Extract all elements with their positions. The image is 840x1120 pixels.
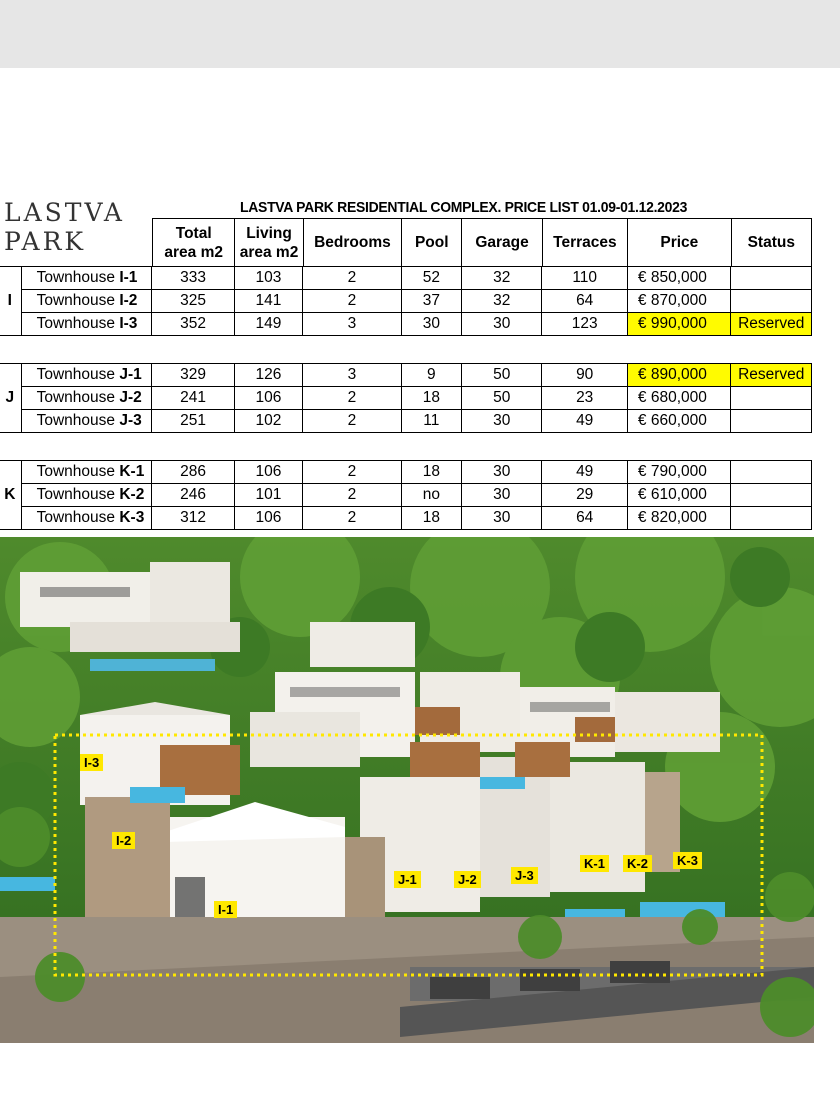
- photo-label-k1: K-1: [580, 855, 609, 872]
- cell-garage: 30: [462, 507, 542, 530]
- cell-total: 241: [152, 387, 234, 410]
- cell-bedrooms: 3: [303, 364, 402, 387]
- cell-living: 106: [234, 387, 302, 410]
- cell-status: [731, 290, 812, 313]
- group-label: I: [0, 267, 21, 336]
- cell-price: € 990,000: [627, 313, 731, 336]
- cell-total: 352: [152, 313, 234, 336]
- cell-pool: 18: [401, 461, 461, 484]
- price-table-header: [152, 218, 812, 267]
- townhouse-prefix: Townhouse: [36, 389, 120, 406]
- cell-price: € 660,000: [627, 410, 731, 433]
- cell-terraces: 64: [542, 507, 627, 530]
- cell-garage: 30: [462, 461, 542, 484]
- cell-living: 141: [234, 290, 302, 313]
- header-status: Status: [731, 219, 811, 267]
- townhouse-code: K-1: [119, 463, 145, 480]
- cell-garage: 50: [462, 387, 542, 410]
- cell-garage: 30: [462, 313, 542, 336]
- cell-living: 106: [234, 507, 302, 530]
- townhouse-prefix: Townhouse: [36, 486, 120, 503]
- townhouse-code: I-3: [119, 315, 138, 332]
- cell-bedrooms: 2: [303, 461, 402, 484]
- logo-line-2: PARK: [4, 227, 87, 256]
- complex-rendering-image: [0, 537, 814, 1043]
- cell-garage: 32: [462, 267, 542, 290]
- cell-price: € 890,000: [627, 364, 731, 387]
- rendering-illustration: [0, 537, 814, 1043]
- group-i-table: [0, 266, 812, 336]
- cell-price: € 850,000: [627, 267, 731, 290]
- cell-total: 251: [152, 410, 234, 433]
- cell-pool: 30: [401, 313, 461, 336]
- photo-label-j2: J-2: [454, 871, 481, 888]
- cell-pool: no: [401, 484, 461, 507]
- table-row: [0, 364, 812, 387]
- cell-pool: 11: [401, 410, 461, 433]
- table-row: [0, 387, 812, 410]
- cell-status: [731, 507, 812, 530]
- cell-pool: 18: [401, 507, 461, 530]
- cell-terraces: 64: [542, 290, 627, 313]
- cell-pool: 37: [401, 290, 461, 313]
- cell-price: € 790,000: [627, 461, 731, 484]
- cell-total: 333: [152, 267, 234, 290]
- townhouse-name: [21, 290, 152, 313]
- table-row: [0, 267, 812, 290]
- cell-status: Reserved: [731, 364, 812, 387]
- cell-garage: 50: [462, 364, 542, 387]
- townhouse-prefix: Townhouse: [36, 292, 120, 309]
- cell-terraces: 49: [542, 410, 627, 433]
- table-row: [0, 410, 812, 433]
- photo-label-i2: I-2: [112, 832, 135, 849]
- lastva-park-logo: [4, 198, 125, 256]
- cell-bedrooms: 2: [303, 387, 402, 410]
- cell-status: [731, 267, 812, 290]
- townhouse-name: [21, 364, 152, 387]
- cell-pool: 9: [401, 364, 461, 387]
- cell-total: 312: [152, 507, 234, 530]
- cell-terraces: 90: [542, 364, 627, 387]
- cell-price: € 870,000: [627, 290, 731, 313]
- header-pool: Pool: [402, 219, 462, 267]
- cell-status: [731, 387, 812, 410]
- photo-label-k3: K-3: [673, 852, 702, 869]
- cell-status: [731, 484, 812, 507]
- table-row: [0, 507, 812, 530]
- table-row: [0, 290, 812, 313]
- header-garage: Garage: [462, 219, 542, 267]
- cell-living: 102: [234, 410, 302, 433]
- cell-terraces: 29: [542, 484, 627, 507]
- cell-bedrooms: 2: [303, 507, 402, 530]
- townhouse-code: J-1: [119, 366, 142, 383]
- table-row: [0, 484, 812, 507]
- townhouse-code: I-1: [119, 269, 138, 286]
- cell-total: 325: [152, 290, 234, 313]
- photo-label-i3: I-3: [80, 754, 103, 771]
- townhouse-prefix: Townhouse: [36, 509, 120, 526]
- townhouse-prefix: Townhouse: [36, 412, 120, 429]
- townhouse-prefix: Townhouse: [36, 315, 120, 332]
- townhouse-name: [21, 461, 152, 484]
- cell-living: 126: [234, 364, 302, 387]
- cell-total: 246: [152, 484, 234, 507]
- townhouse-name: [21, 267, 152, 290]
- cell-total: 329: [152, 364, 234, 387]
- cell-terraces: 110: [542, 267, 627, 290]
- table-row: [0, 461, 812, 484]
- cell-living: 106: [234, 461, 302, 484]
- photo-label-j3: J-3: [511, 867, 538, 884]
- group-label: K: [0, 461, 21, 530]
- townhouse-name: [21, 387, 152, 410]
- cell-terraces: 123: [542, 313, 627, 336]
- group-label: J: [0, 364, 21, 433]
- townhouse-name: [21, 313, 152, 336]
- townhouse-prefix: Townhouse: [36, 463, 120, 480]
- cell-price: € 680,000: [627, 387, 731, 410]
- cell-terraces: 49: [542, 461, 627, 484]
- townhouse-code: K-2: [119, 486, 145, 503]
- cell-price: € 820,000: [627, 507, 731, 530]
- cell-pool: 18: [401, 387, 461, 410]
- townhouse-code: J-3: [119, 412, 142, 429]
- townhouse-prefix: Townhouse: [36, 269, 120, 286]
- cell-terraces: 23: [542, 387, 627, 410]
- townhouse-code: I-2: [119, 292, 138, 309]
- header-bedrooms: Bedrooms: [303, 219, 401, 267]
- cell-bedrooms: 2: [303, 484, 402, 507]
- cell-garage: 30: [462, 484, 542, 507]
- townhouse-code: J-2: [119, 389, 142, 406]
- table-row: [0, 313, 812, 336]
- header-price: Price: [628, 219, 731, 267]
- cell-status: Reserved: [731, 313, 812, 336]
- cell-bedrooms: 3: [303, 313, 402, 336]
- cell-price: € 610,000: [627, 484, 731, 507]
- cell-living: 149: [234, 313, 302, 336]
- townhouse-prefix: Townhouse: [36, 366, 120, 383]
- cell-bedrooms: 2: [303, 410, 402, 433]
- townhouse-name: [21, 410, 152, 433]
- cell-status: [731, 461, 812, 484]
- group-j-table: [0, 363, 812, 433]
- photo-label-k2: K-2: [623, 855, 652, 872]
- price-list-title: LASTVA PARK RESIDENTIAL COMPLEX. PRICE LIST 01.09-01.12.2023: [240, 199, 688, 216]
- browser-top-bar: [0, 0, 840, 68]
- cell-living: 101: [234, 484, 302, 507]
- cell-living: 103: [234, 267, 302, 290]
- cell-pool: 52: [401, 267, 461, 290]
- group-k-table: [0, 460, 812, 530]
- header-terraces: Terraces: [542, 219, 627, 267]
- townhouse-code: K-3: [119, 509, 145, 526]
- cell-bedrooms: 2: [303, 290, 402, 313]
- header-living-area: Living area m2: [235, 219, 303, 267]
- photo-label-j1: J-1: [394, 871, 421, 888]
- header-total-area: Total area m2: [153, 219, 235, 267]
- cell-garage: 30: [462, 410, 542, 433]
- logo-line-1: LASTVA: [4, 198, 125, 227]
- cell-bedrooms: 2: [303, 267, 402, 290]
- cell-total: 286: [152, 461, 234, 484]
- townhouse-name: [21, 507, 152, 530]
- cell-status: [731, 410, 812, 433]
- cell-garage: 32: [462, 290, 542, 313]
- townhouse-name: [21, 484, 152, 507]
- photo-label-i1: I-1: [214, 901, 237, 918]
